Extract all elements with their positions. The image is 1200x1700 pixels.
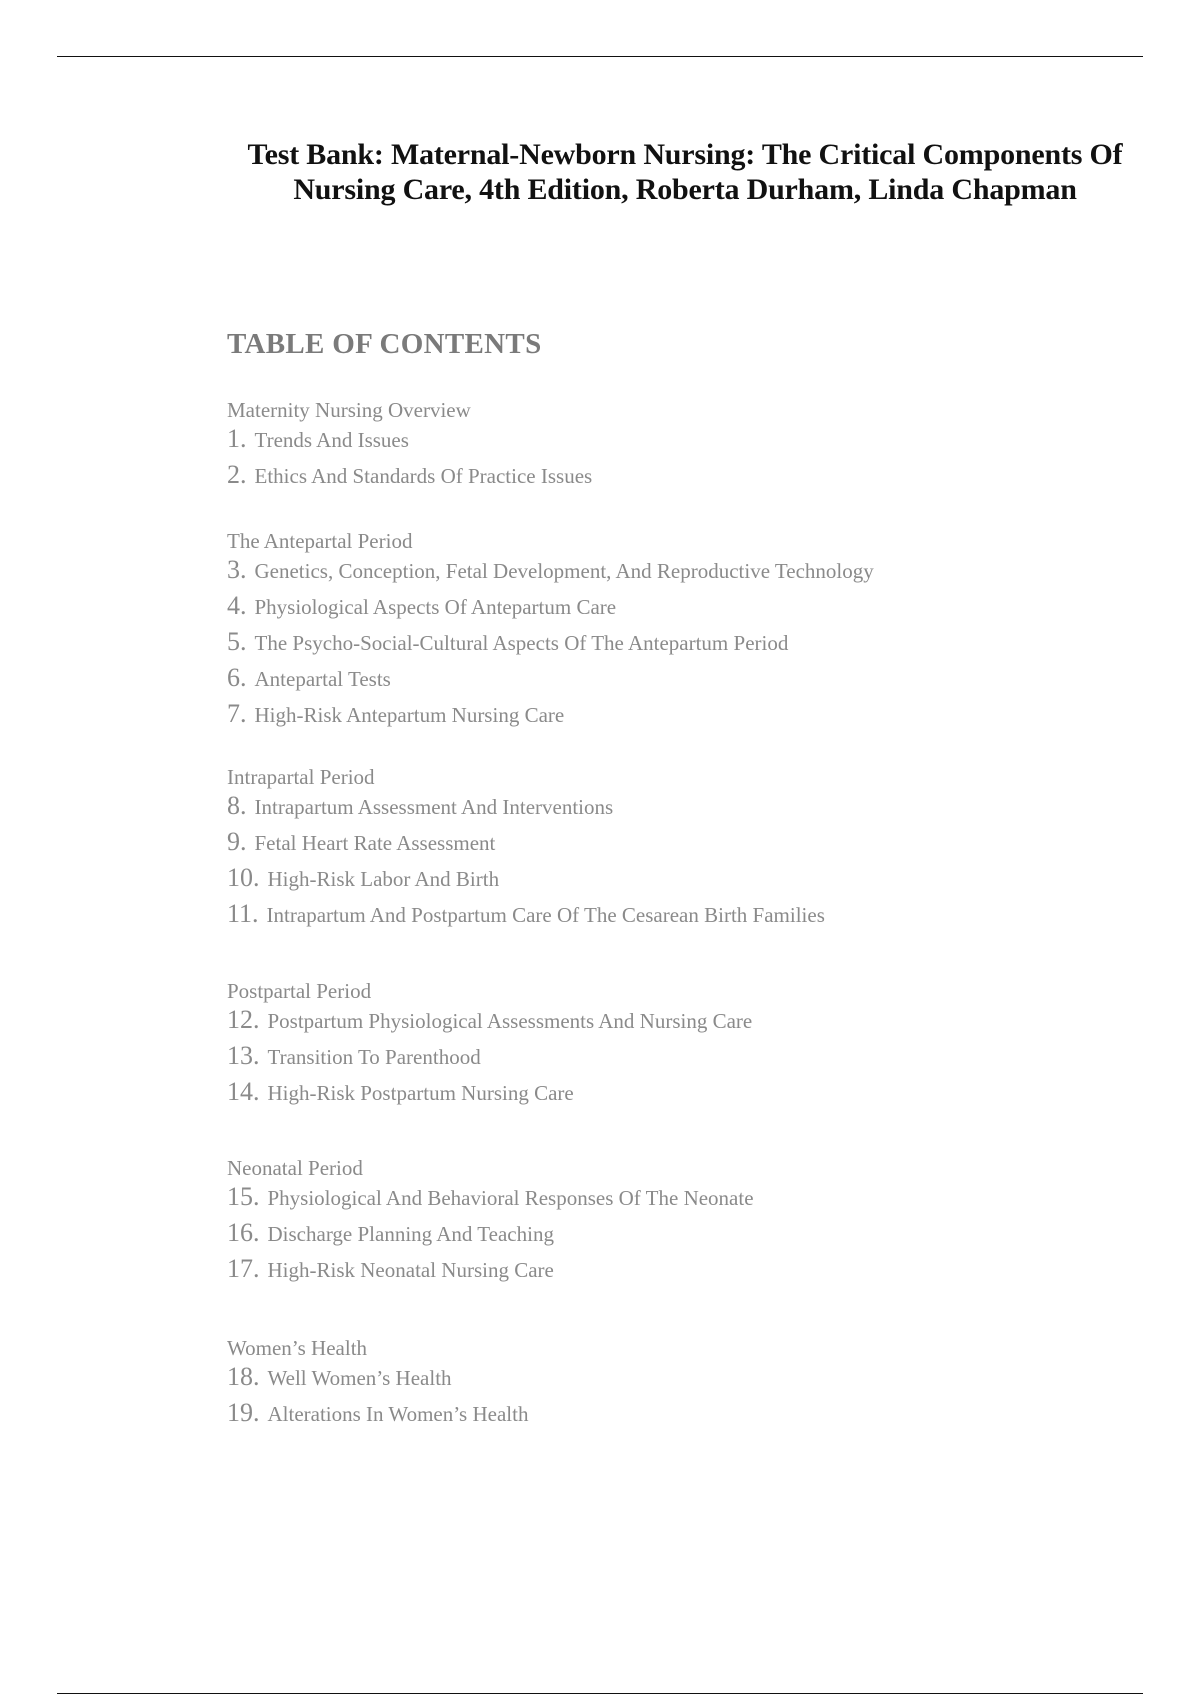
item-label: Fetal Heart Rate Assessment [254, 831, 496, 855]
toc-item[interactable] [227, 1041, 752, 1077]
item-number: 3. [227, 555, 247, 584]
item-label: Trends And Issues [254, 428, 409, 452]
toc-item[interactable] [227, 1182, 754, 1218]
item-number: 14. [227, 1077, 260, 1106]
toc-item[interactable] [227, 1218, 754, 1254]
item-label: The Psycho-Social-Cultural Aspects Of The Antepartum Period [254, 631, 789, 655]
item-label: High-Risk Antepartum Nursing Care [254, 703, 565, 727]
item-number: 10. [227, 863, 260, 892]
item-number: 5. [227, 627, 247, 656]
section-title: Women’s Health [227, 1336, 368, 1360]
item-label: Alterations In Women’s Health [267, 1402, 529, 1426]
toc-item[interactable] [227, 699, 874, 735]
item-number: 8. [227, 791, 247, 820]
item-label: High-Risk Neonatal Nursing Care [267, 1258, 554, 1282]
item-label: Discharge Planning And Teaching [267, 1222, 554, 1246]
toc-item[interactable] [227, 827, 825, 863]
toc-section-intrapartal-period [227, 763, 825, 935]
item-number: 18. [227, 1362, 260, 1391]
toc-section-maternity-overview [227, 396, 592, 496]
item-label: Ethics And Standards Of Practice Issues [254, 464, 593, 488]
item-label: Transition To Parenthood [267, 1045, 481, 1069]
section-title: Neonatal Period [227, 1156, 363, 1180]
item-number: 13. [227, 1041, 260, 1070]
toc-item[interactable] [227, 863, 825, 899]
toc-item[interactable] [227, 663, 874, 699]
toc-section-antepartal-period [227, 527, 874, 735]
item-number: 6. [227, 663, 247, 692]
toc-heading: TABLE OF CONTENTS [227, 328, 542, 360]
toc-item[interactable] [227, 791, 825, 827]
item-number: 11. [227, 899, 259, 928]
item-label: Well Women’s Health [267, 1366, 452, 1390]
toc-section-womens-health [227, 1334, 528, 1434]
item-number: 12. [227, 1005, 260, 1034]
toc-item[interactable] [227, 460, 592, 496]
section-title: Intrapartal Period [227, 765, 375, 789]
item-label: Genetics, Conception, Fetal Development, And Reproductive Technology [254, 559, 874, 583]
document-title [225, 137, 1145, 207]
item-number: 19. [227, 1398, 260, 1427]
item-label: High-Risk Postpartum Nursing Care [267, 1081, 574, 1105]
item-number: 9. [227, 827, 247, 856]
item-number: 1. [227, 424, 247, 453]
toc-item[interactable] [227, 1398, 528, 1434]
toc-item[interactable] [227, 424, 592, 460]
item-label: Intrapartum And Postpartum Care Of The Cesarean Birth Families [266, 903, 825, 927]
toc-item[interactable] [227, 591, 874, 627]
title-line-1: Test Bank: Maternal-Newborn Nursing: The Critical Components Of [247, 138, 1123, 171]
item-number: 15. [227, 1182, 260, 1211]
item-label: Intrapartum Assessment And Interventions [254, 795, 614, 819]
toc-item[interactable] [227, 899, 825, 935]
section-title: Maternity Nursing Overview [227, 398, 471, 422]
toc-item[interactable] [227, 627, 874, 663]
item-number: 2. [227, 460, 247, 489]
item-number: 7. [227, 699, 247, 728]
toc-item[interactable] [227, 1005, 752, 1041]
toc-section-postpartal-period [227, 977, 752, 1113]
item-label: Antepartal Tests [254, 667, 391, 691]
title-line-2: Nursing Care, 4th Edition, Roberta Durham, Linda Chapman [293, 173, 1077, 206]
item-label: Physiological And Behavioral Responses Of The Neonate [267, 1186, 754, 1210]
item-number: 17. [227, 1254, 260, 1283]
item-number: 16. [227, 1218, 260, 1247]
section-title: The Antepartal Period [227, 529, 413, 553]
top-rule [57, 56, 1143, 57]
toc-item[interactable] [227, 1077, 752, 1113]
section-title: Postpartal Period [227, 979, 372, 1003]
item-label: Physiological Aspects Of Antepartum Care [254, 595, 617, 619]
item-label: High-Risk Labor And Birth [267, 867, 500, 891]
toc-item[interactable] [227, 555, 874, 591]
toc-item[interactable] [227, 1254, 754, 1290]
bottom-rule [57, 1693, 1143, 1694]
item-number: 4. [227, 591, 247, 620]
toc-item[interactable] [227, 1362, 528, 1398]
item-label: Postpartum Physiological Assessments And Nursing Care [267, 1009, 753, 1033]
toc-section-neonatal-period [227, 1154, 754, 1290]
